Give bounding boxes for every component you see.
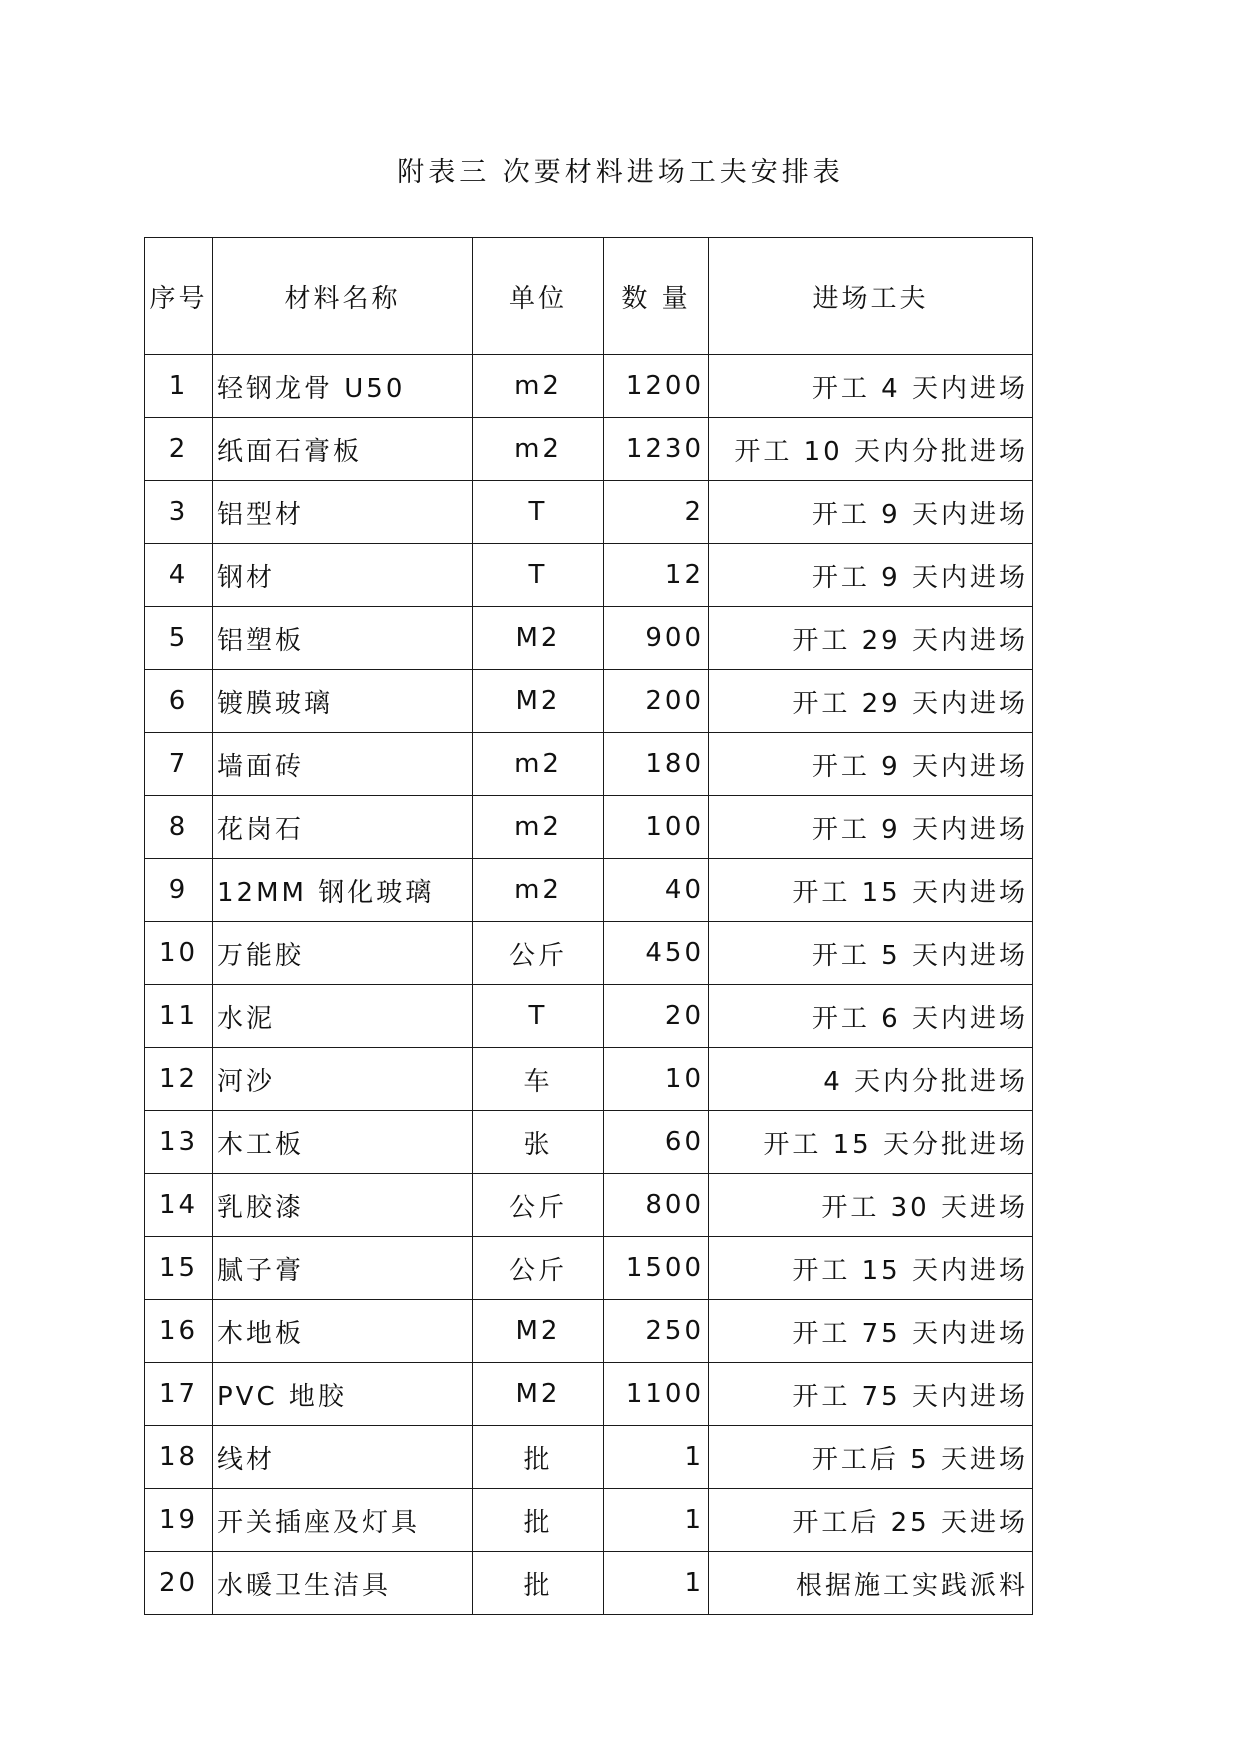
row-number: 6 bbox=[145, 670, 213, 733]
quantity: 1 bbox=[604, 1552, 709, 1615]
quantity: 1230 bbox=[604, 418, 709, 481]
material-name: 轻钢龙骨 U50 bbox=[213, 355, 473, 418]
arrival-time: 开工 29 天内进场 bbox=[709, 670, 1033, 733]
quantity: 200 bbox=[604, 670, 709, 733]
unit: T bbox=[473, 544, 604, 607]
row-number: 4 bbox=[145, 544, 213, 607]
material-name: 铝型材 bbox=[213, 481, 473, 544]
quantity: 1 bbox=[604, 1489, 709, 1552]
quantity: 10 bbox=[604, 1048, 709, 1111]
table-row bbox=[145, 607, 1033, 670]
unit: m2 bbox=[473, 355, 604, 418]
unit: M2 bbox=[473, 670, 604, 733]
unit: 公斤 bbox=[473, 1237, 604, 1300]
quantity: 1200 bbox=[604, 355, 709, 418]
table-row bbox=[145, 1174, 1033, 1237]
table-row bbox=[145, 1363, 1033, 1426]
arrival-time: 开工 15 天分批进场 bbox=[709, 1111, 1033, 1174]
quantity: 100 bbox=[604, 796, 709, 859]
row-number: 10 bbox=[145, 922, 213, 985]
material-name: 河沙 bbox=[213, 1048, 473, 1111]
row-number: 16 bbox=[145, 1300, 213, 1363]
quantity: 900 bbox=[604, 607, 709, 670]
material-name: 开关插座及灯具 bbox=[213, 1489, 473, 1552]
material-name: 镀膜玻璃 bbox=[213, 670, 473, 733]
arrival-time: 开工 6 天内进场 bbox=[709, 985, 1033, 1048]
header-unit: 单位 bbox=[473, 238, 604, 355]
row-number: 19 bbox=[145, 1489, 213, 1552]
table-row bbox=[145, 418, 1033, 481]
table-row bbox=[145, 1048, 1033, 1111]
arrival-time: 根据施工实践派料 bbox=[709, 1552, 1033, 1615]
quantity: 40 bbox=[604, 859, 709, 922]
row-number: 14 bbox=[145, 1174, 213, 1237]
table-row bbox=[145, 1300, 1033, 1363]
table-row bbox=[145, 1426, 1033, 1489]
quantity: 180 bbox=[604, 733, 709, 796]
table-row bbox=[145, 985, 1033, 1048]
arrival-time: 开工 30 天进场 bbox=[709, 1174, 1033, 1237]
unit: 公斤 bbox=[473, 922, 604, 985]
arrival-time: 开工 5 天内进场 bbox=[709, 922, 1033, 985]
table-row bbox=[145, 544, 1033, 607]
row-number: 9 bbox=[145, 859, 213, 922]
arrival-time: 开工后 25 天进场 bbox=[709, 1489, 1033, 1552]
row-number: 20 bbox=[145, 1552, 213, 1615]
unit: T bbox=[473, 481, 604, 544]
table-row bbox=[145, 859, 1033, 922]
quantity: 1500 bbox=[604, 1237, 709, 1300]
row-number: 15 bbox=[145, 1237, 213, 1300]
arrival-time: 开工 10 天内分批进场 bbox=[709, 418, 1033, 481]
row-number: 7 bbox=[145, 733, 213, 796]
quantity: 60 bbox=[604, 1111, 709, 1174]
unit: M2 bbox=[473, 1363, 604, 1426]
material-name: 铝塑板 bbox=[213, 607, 473, 670]
unit: m2 bbox=[473, 418, 604, 481]
unit: 车 bbox=[473, 1048, 604, 1111]
unit: m2 bbox=[473, 859, 604, 922]
arrival-time: 开工后 5 天进场 bbox=[709, 1426, 1033, 1489]
arrival-time: 开工 15 天内进场 bbox=[709, 859, 1033, 922]
material-name: 万能胶 bbox=[213, 922, 473, 985]
unit: M2 bbox=[473, 1300, 604, 1363]
unit: 批 bbox=[473, 1489, 604, 1552]
row-number: 13 bbox=[145, 1111, 213, 1174]
material-name: 钢材 bbox=[213, 544, 473, 607]
table-row bbox=[145, 670, 1033, 733]
arrival-time: 4 天内分批进场 bbox=[709, 1048, 1033, 1111]
unit: 批 bbox=[473, 1552, 604, 1615]
material-name: 12MM 钢化玻璃 bbox=[213, 859, 473, 922]
materials-schedule-table bbox=[144, 237, 1033, 1615]
quantity: 250 bbox=[604, 1300, 709, 1363]
header-no: 序号 bbox=[145, 238, 213, 355]
table-row bbox=[145, 1489, 1033, 1552]
unit: 张 bbox=[473, 1111, 604, 1174]
arrival-time: 开工 15 天内进场 bbox=[709, 1237, 1033, 1300]
arrival-time: 开工 4 天内进场 bbox=[709, 355, 1033, 418]
table-row bbox=[145, 1237, 1033, 1300]
row-number: 3 bbox=[145, 481, 213, 544]
row-number: 5 bbox=[145, 607, 213, 670]
arrival-time: 开工 9 天内进场 bbox=[709, 796, 1033, 859]
material-name: 纸面石膏板 bbox=[213, 418, 473, 481]
unit: m2 bbox=[473, 796, 604, 859]
unit: 批 bbox=[473, 1426, 604, 1489]
material-name: 花岗石 bbox=[213, 796, 473, 859]
quantity: 20 bbox=[604, 985, 709, 1048]
table-row bbox=[145, 1552, 1033, 1615]
material-name: 线材 bbox=[213, 1426, 473, 1489]
quantity: 2 bbox=[604, 481, 709, 544]
row-number: 8 bbox=[145, 796, 213, 859]
row-number: 17 bbox=[145, 1363, 213, 1426]
table-row bbox=[145, 481, 1033, 544]
table-header-row bbox=[145, 238, 1033, 355]
quantity: 450 bbox=[604, 922, 709, 985]
unit: m2 bbox=[473, 733, 604, 796]
quantity: 1 bbox=[604, 1426, 709, 1489]
material-name: 乳胶漆 bbox=[213, 1174, 473, 1237]
arrival-time: 开工 9 天内进场 bbox=[709, 733, 1033, 796]
table-row bbox=[145, 733, 1033, 796]
unit: M2 bbox=[473, 607, 604, 670]
arrival-time: 开工 9 天内进场 bbox=[709, 544, 1033, 607]
table-row bbox=[145, 1111, 1033, 1174]
material-name: 水泥 bbox=[213, 985, 473, 1048]
arrival-time: 开工 75 天内进场 bbox=[709, 1363, 1033, 1426]
quantity: 12 bbox=[604, 544, 709, 607]
row-number: 2 bbox=[145, 418, 213, 481]
header-material-name: 材料名称 bbox=[213, 238, 473, 355]
material-name: 木地板 bbox=[213, 1300, 473, 1363]
arrival-time: 开工 29 天内进场 bbox=[709, 607, 1033, 670]
header-arrival-time: 进场工夫 bbox=[709, 238, 1033, 355]
table-body bbox=[145, 355, 1033, 1615]
quantity: 800 bbox=[604, 1174, 709, 1237]
row-number: 12 bbox=[145, 1048, 213, 1111]
page-title: 附表三 次要材料进场工夫安排表 bbox=[397, 157, 844, 188]
row-number: 18 bbox=[145, 1426, 213, 1489]
arrival-time: 开工 75 天内进场 bbox=[709, 1300, 1033, 1363]
row-number: 1 bbox=[145, 355, 213, 418]
material-name: 木工板 bbox=[213, 1111, 473, 1174]
material-name: 水暖卫生洁具 bbox=[213, 1552, 473, 1615]
row-number: 11 bbox=[145, 985, 213, 1048]
material-name: 墙面砖 bbox=[213, 733, 473, 796]
material-name: PVC 地胶 bbox=[213, 1363, 473, 1426]
table-row bbox=[145, 355, 1033, 418]
arrival-time: 开工 9 天内进场 bbox=[709, 481, 1033, 544]
table-row bbox=[145, 922, 1033, 985]
table-row bbox=[145, 796, 1033, 859]
unit: T bbox=[473, 985, 604, 1048]
unit: 公斤 bbox=[473, 1174, 604, 1237]
material-name: 腻子膏 bbox=[213, 1237, 473, 1300]
quantity: 1100 bbox=[604, 1363, 709, 1426]
header-quantity: 数 量 bbox=[604, 238, 709, 355]
